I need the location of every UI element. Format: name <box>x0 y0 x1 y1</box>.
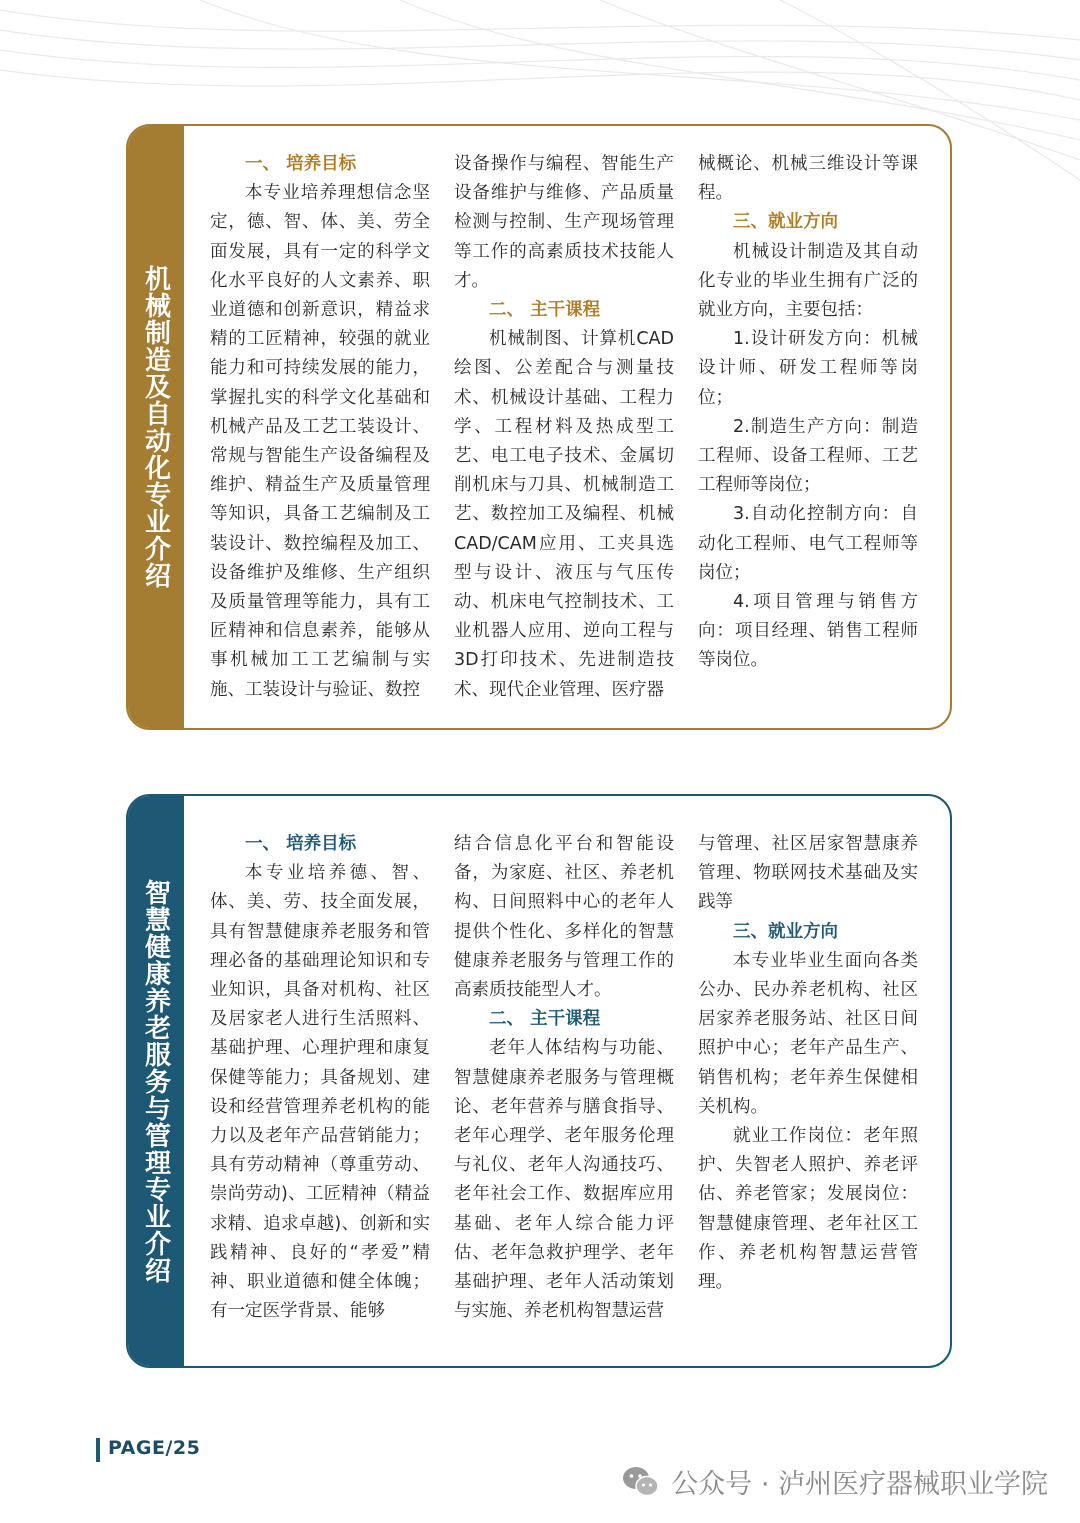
intro-card-eldercare <box>126 794 952 1368</box>
paragraph: 机械设计制造及其自动化专业的毕业生拥有广泛的就业方向，主要包括： <box>698 241 918 321</box>
paragraph: 1.设计研发方向：机械设计师、研发工程师等岗位； <box>698 329 918 408</box>
wechat-icon <box>621 1465 661 1499</box>
paragraph-continued: 设备操作与编程、智能生产设备维护与维修、产品质量检测与控制、生产现场管理等工作的高素质技术技能人才。 <box>454 154 674 291</box>
section-heading: 三、就业方向 <box>733 921 838 942</box>
paragraph: 老年人体结构与功能、智慧健康养老服务与管理概论、老年营养与膳食指导、老年心理学、老年服务伦理与礼仪、老年人沟通技巧、老年社会工作、数据库应用基础、老年人综合能力评估、老年急救护理学、老年基础护理、老年人活动策划与实施、养老机构智慧运营 <box>454 1038 674 1322</box>
text-column-2 <box>454 150 674 705</box>
watermark-text: 公众号 · 泸州医疗器械职业学院 <box>671 1469 1048 1500</box>
text-column-3 <box>698 830 918 1297</box>
watermark <box>621 1462 1048 1501</box>
text-column-2 <box>454 830 674 1326</box>
section-heading: 三、就业方向 <box>733 212 838 233</box>
side-title-bar <box>128 796 184 1366</box>
paragraph: 本专业培养德、智、体、美、劳、技全面发展，具有智慧健康养老服务和管理必备的基础理论知识和专业知识，具备对机构、社区及居家老人进行生活照料、基础护理、心理护理和康复保健等能力；具备规划、建设和经营管理养老机构的能力以及老年产品营销能力；具有劳动精神（尊重劳动、崇尚劳动)、工匠精神（精益求精、追求卓越)、创新和实践精神、良好的“孝爱”精神、职业道德和健全体魄；有一定医学背景、能够 <box>210 863 430 1322</box>
paragraph-continued: 与管理、社区居家智慧康养管理、物联网技术基础及实践等 <box>698 834 918 913</box>
paragraph-continued: 械概论、机械三维设计等课程。 <box>698 154 918 204</box>
side-title: 机械制造及自动化专业介绍 <box>140 265 171 589</box>
paragraph-continued: 结合信息化平台和智能设备，为家庭、社区、养老机构、日间照料中心的老年人提供个性化、多样化的智慧健康养老服务与管理工作的高素质技能型人才。 <box>454 834 674 1001</box>
text-column-1 <box>210 150 430 705</box>
section-heading: 一、 培养目标 <box>245 154 357 174</box>
paragraph: 3.自动化控制方向：自动化工程师、电气工程师等岗位； <box>698 504 918 583</box>
section-heading: 二、 主干课程 <box>489 300 601 321</box>
paragraph: 2.制造生产方向：制造工程师、设备工程师、工艺工程师等岗位； <box>698 416 918 496</box>
paragraph: 机械制图、计算机CAD绘图、公差配合与测量技术、机械设计基础、工程力学、工程材料及热成型工艺、电工电子技术、金属切削机床与刀具、机械制造工艺、数控加工及编程、机械CAD/CAM应用、工夹具选型与设计、液压与气压传动、机床电气控制技术、工业机器人应用、逆向工程与3D打印技术、先进制造技术、现代企业管理、医疗器 <box>454 329 674 700</box>
page-marker-bar <box>96 1438 100 1462</box>
paragraph: 本专业培养理想信念坚定，德、智、体、美、劳全面发展，具有一定的科学文化水平良好的人文素养、职业道德和创新意识，精益求精的工匠精神，较强的就业能力和可持续发展的能力，掌握扎实的科学文化基础和机械产品及工艺工装设计、常规与智能生产设备编程及维护、精益生产及质量管理等知识，具备工艺编制及工装设计、数控编程及加工、设备维护及维修、生产组织及质量管理等能力，具有工匠精神和信息素养，能够从事机械加工工艺编制与实施、工装设计与验证、数控 <box>210 183 430 700</box>
intro-card-mechanical <box>126 124 952 730</box>
paragraph: 本专业毕业生面向各类公办、民办养老机构、社区居家养老服务站、社区日间照护中心；老年产品生产、销售机构；老年养生保健相关机构。 <box>698 950 918 1117</box>
paragraph: 就业工作岗位：老年照护、失智老人照护、养老评估、养老管家；发展岗位：智慧健康管理、老年社区工作、养老机构智慧运营管理。 <box>698 1126 918 1293</box>
text-column-3 <box>698 150 918 676</box>
text-column-1 <box>210 830 430 1326</box>
section-heading: 二、 主干课程 <box>489 1009 601 1030</box>
section-heading: 一、 培养目标 <box>245 834 357 854</box>
page-number: PAGE/25 <box>108 1437 201 1459</box>
side-title: 智慧健康养老服务与管理专业介绍 <box>140 878 171 1284</box>
side-title-bar <box>128 126 184 728</box>
paragraph: 4.项目管理与销售方向：项目经理、销售工程师等岗位。 <box>698 592 918 671</box>
